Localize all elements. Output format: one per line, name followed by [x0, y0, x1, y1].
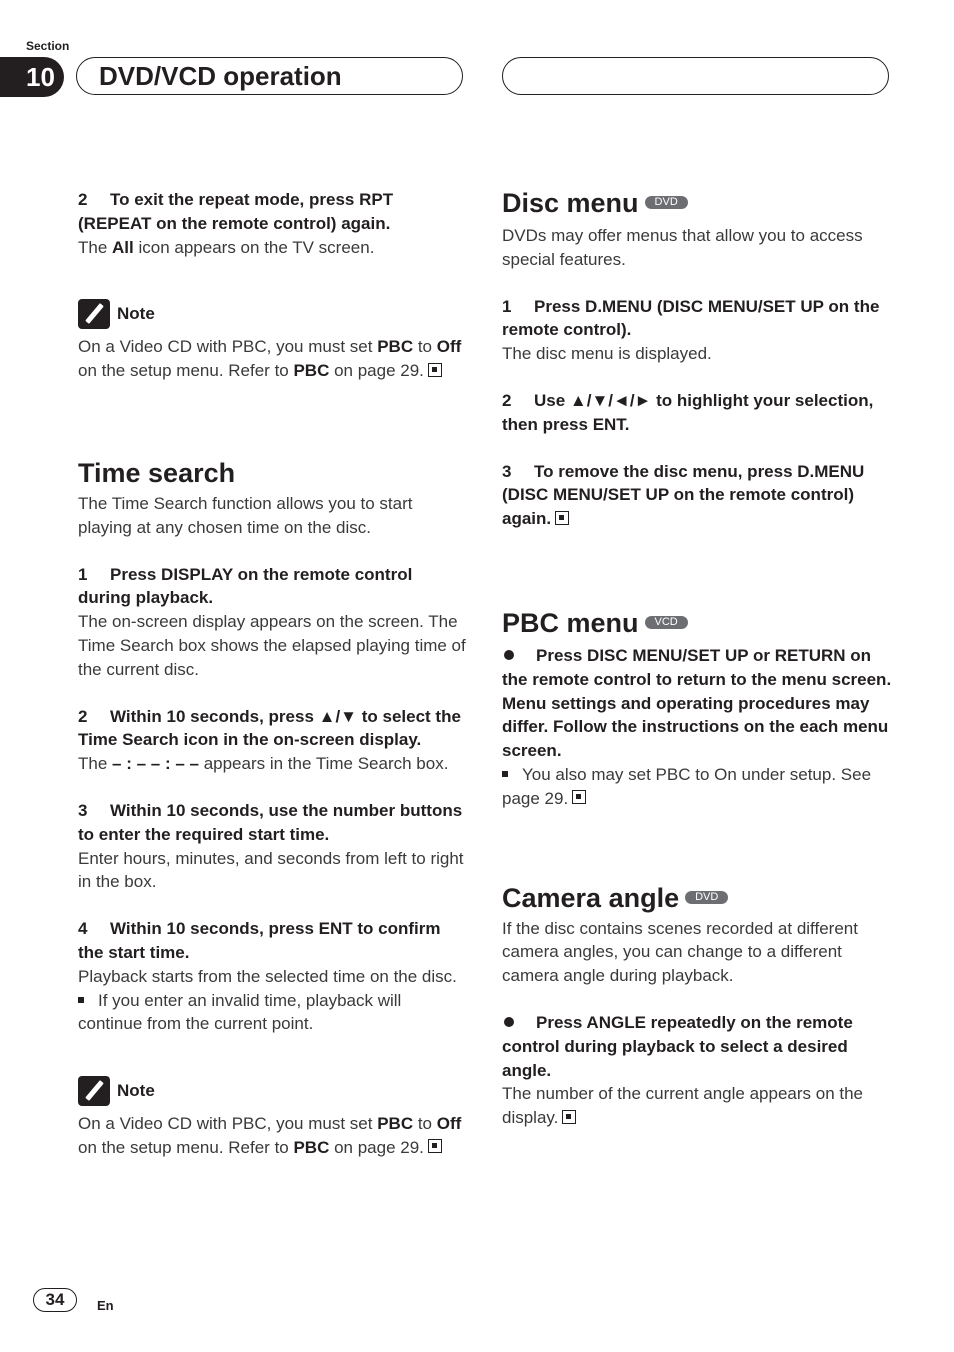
- pbc-menu-bullet: You also may set PBC to On under setup. See page 29.: [502, 764, 872, 808]
- disc-menu-heading: Disc menu DVD: [502, 186, 892, 220]
- time-search-heading: Time search: [78, 457, 236, 488]
- time-search-step-1: 1 Press DISPLAY on the remote control during playback.: [78, 564, 413, 608]
- camera-angle-body: The number of the current angle appears on the display.: [502, 1084, 864, 1128]
- camera-angle-heading: Camera angle DVD: [502, 881, 892, 915]
- dvd-badge: DVD: [685, 891, 728, 904]
- time-search-bullet: If you enter an invalid time, playback will continue from the current point.: [78, 990, 402, 1034]
- bullet-square-icon: [78, 997, 84, 1003]
- time-search-step-3: 3 Within 10 seconds, use the number buttons to enter the required start time.: [78, 800, 463, 844]
- section-label: Section: [26, 39, 70, 53]
- time-search-step-2-body: The – : – – : – – appears in the Time Search box.: [78, 754, 449, 774]
- pbc-menu-step: Press DISC MENU/SET UP or RETURN on the remote control to return to the menu screen. Menu settings and operating procedures may differ. Follow the instructions on the each menu screen.: [502, 645, 892, 761]
- chapter-title: DVD/VCD operation: [76, 57, 463, 95]
- disc-menu-step-1-body: The disc menu is displayed.: [502, 344, 712, 364]
- time-search-step-3-body: Enter hours, minutes, and seconds from left to right in the box.: [78, 848, 464, 892]
- section-number: 10: [0, 57, 64, 97]
- bullet-dot-icon: [504, 650, 514, 660]
- time-search-step-4: 4 Within 10 seconds, press ENT to confirm the start time.: [78, 919, 441, 962]
- time-search-step-4-body: Playback starts from the selected time on the disc.: [78, 966, 457, 986]
- end-mark-icon: [562, 1110, 576, 1124]
- disc-menu-step-1: 1 Press D.MENU (DISC MENU/SET UP on the remote control).: [502, 296, 880, 340]
- exit-body: The All icon appears on the TV screen.: [78, 237, 375, 257]
- bullet-square-icon: [502, 771, 508, 777]
- disc-menu-step-2: 2 Use ▲/▼/◄/► to highlight your selection, then press ENT.: [502, 390, 874, 434]
- pbc-menu-heading: PBC menu VCD: [502, 606, 892, 640]
- time-search-step-2: 2 Within 10 seconds, press ▲/▼ to select the Time Search icon in the on-screen display.: [78, 706, 461, 750]
- end-mark-icon: [555, 511, 569, 525]
- end-mark-icon: [428, 363, 442, 377]
- disc-menu-intro: DVDs may offer menus that allow you to access special features.: [502, 226, 863, 269]
- note-text: On a Video CD with PBC, you must set PBC to Off on the setup menu. Refer to PBC on page 29.: [78, 1114, 462, 1157]
- note-pencil-icon: [78, 1076, 110, 1106]
- time-search-intro: The Time Search function allows you to start playing at any chosen time on the disc.: [78, 493, 413, 537]
- page-number: 34: [33, 1288, 77, 1312]
- end-mark-icon: [572, 790, 586, 804]
- time-search-step-1-body: The on-screen display appears on the screen. The Time Search box shows the elapsed playing time of the current disc.: [78, 612, 466, 679]
- end-mark-icon: [428, 1139, 442, 1153]
- note-heading: Note: [78, 299, 468, 329]
- disc-menu-step-3: 3 To remove the disc menu, press D.MENU (DISC MENU/SET UP on the remote control) again.: [502, 461, 865, 529]
- title-box-right: [502, 57, 889, 95]
- camera-angle-intro: If the disc contains scenes recorded at different camera angles, you can change to a different camera angle during playback.: [502, 918, 858, 986]
- right-column: [502, 186, 892, 1130]
- vcd-badge: VCD: [645, 616, 688, 629]
- language-code: En: [97, 1298, 114, 1313]
- note-heading: Note: [78, 1076, 468, 1106]
- step-exit-repeat: 2 To exit the repeat mode, press RPT (REPEAT on the remote control) again.: [78, 190, 394, 233]
- note-pencil-icon: [78, 299, 110, 329]
- left-column: [78, 188, 468, 1160]
- camera-angle-step: Press ANGLE repeatedly on the remote control during playback to select a desired angle.: [502, 1012, 853, 1080]
- note-text: On a Video CD with PBC, you must set PBC to Off on the setup menu. Refer to PBC on page 29.: [78, 337, 462, 381]
- dvd-badge: DVD: [645, 196, 688, 209]
- bullet-dot-icon: [504, 1017, 514, 1027]
